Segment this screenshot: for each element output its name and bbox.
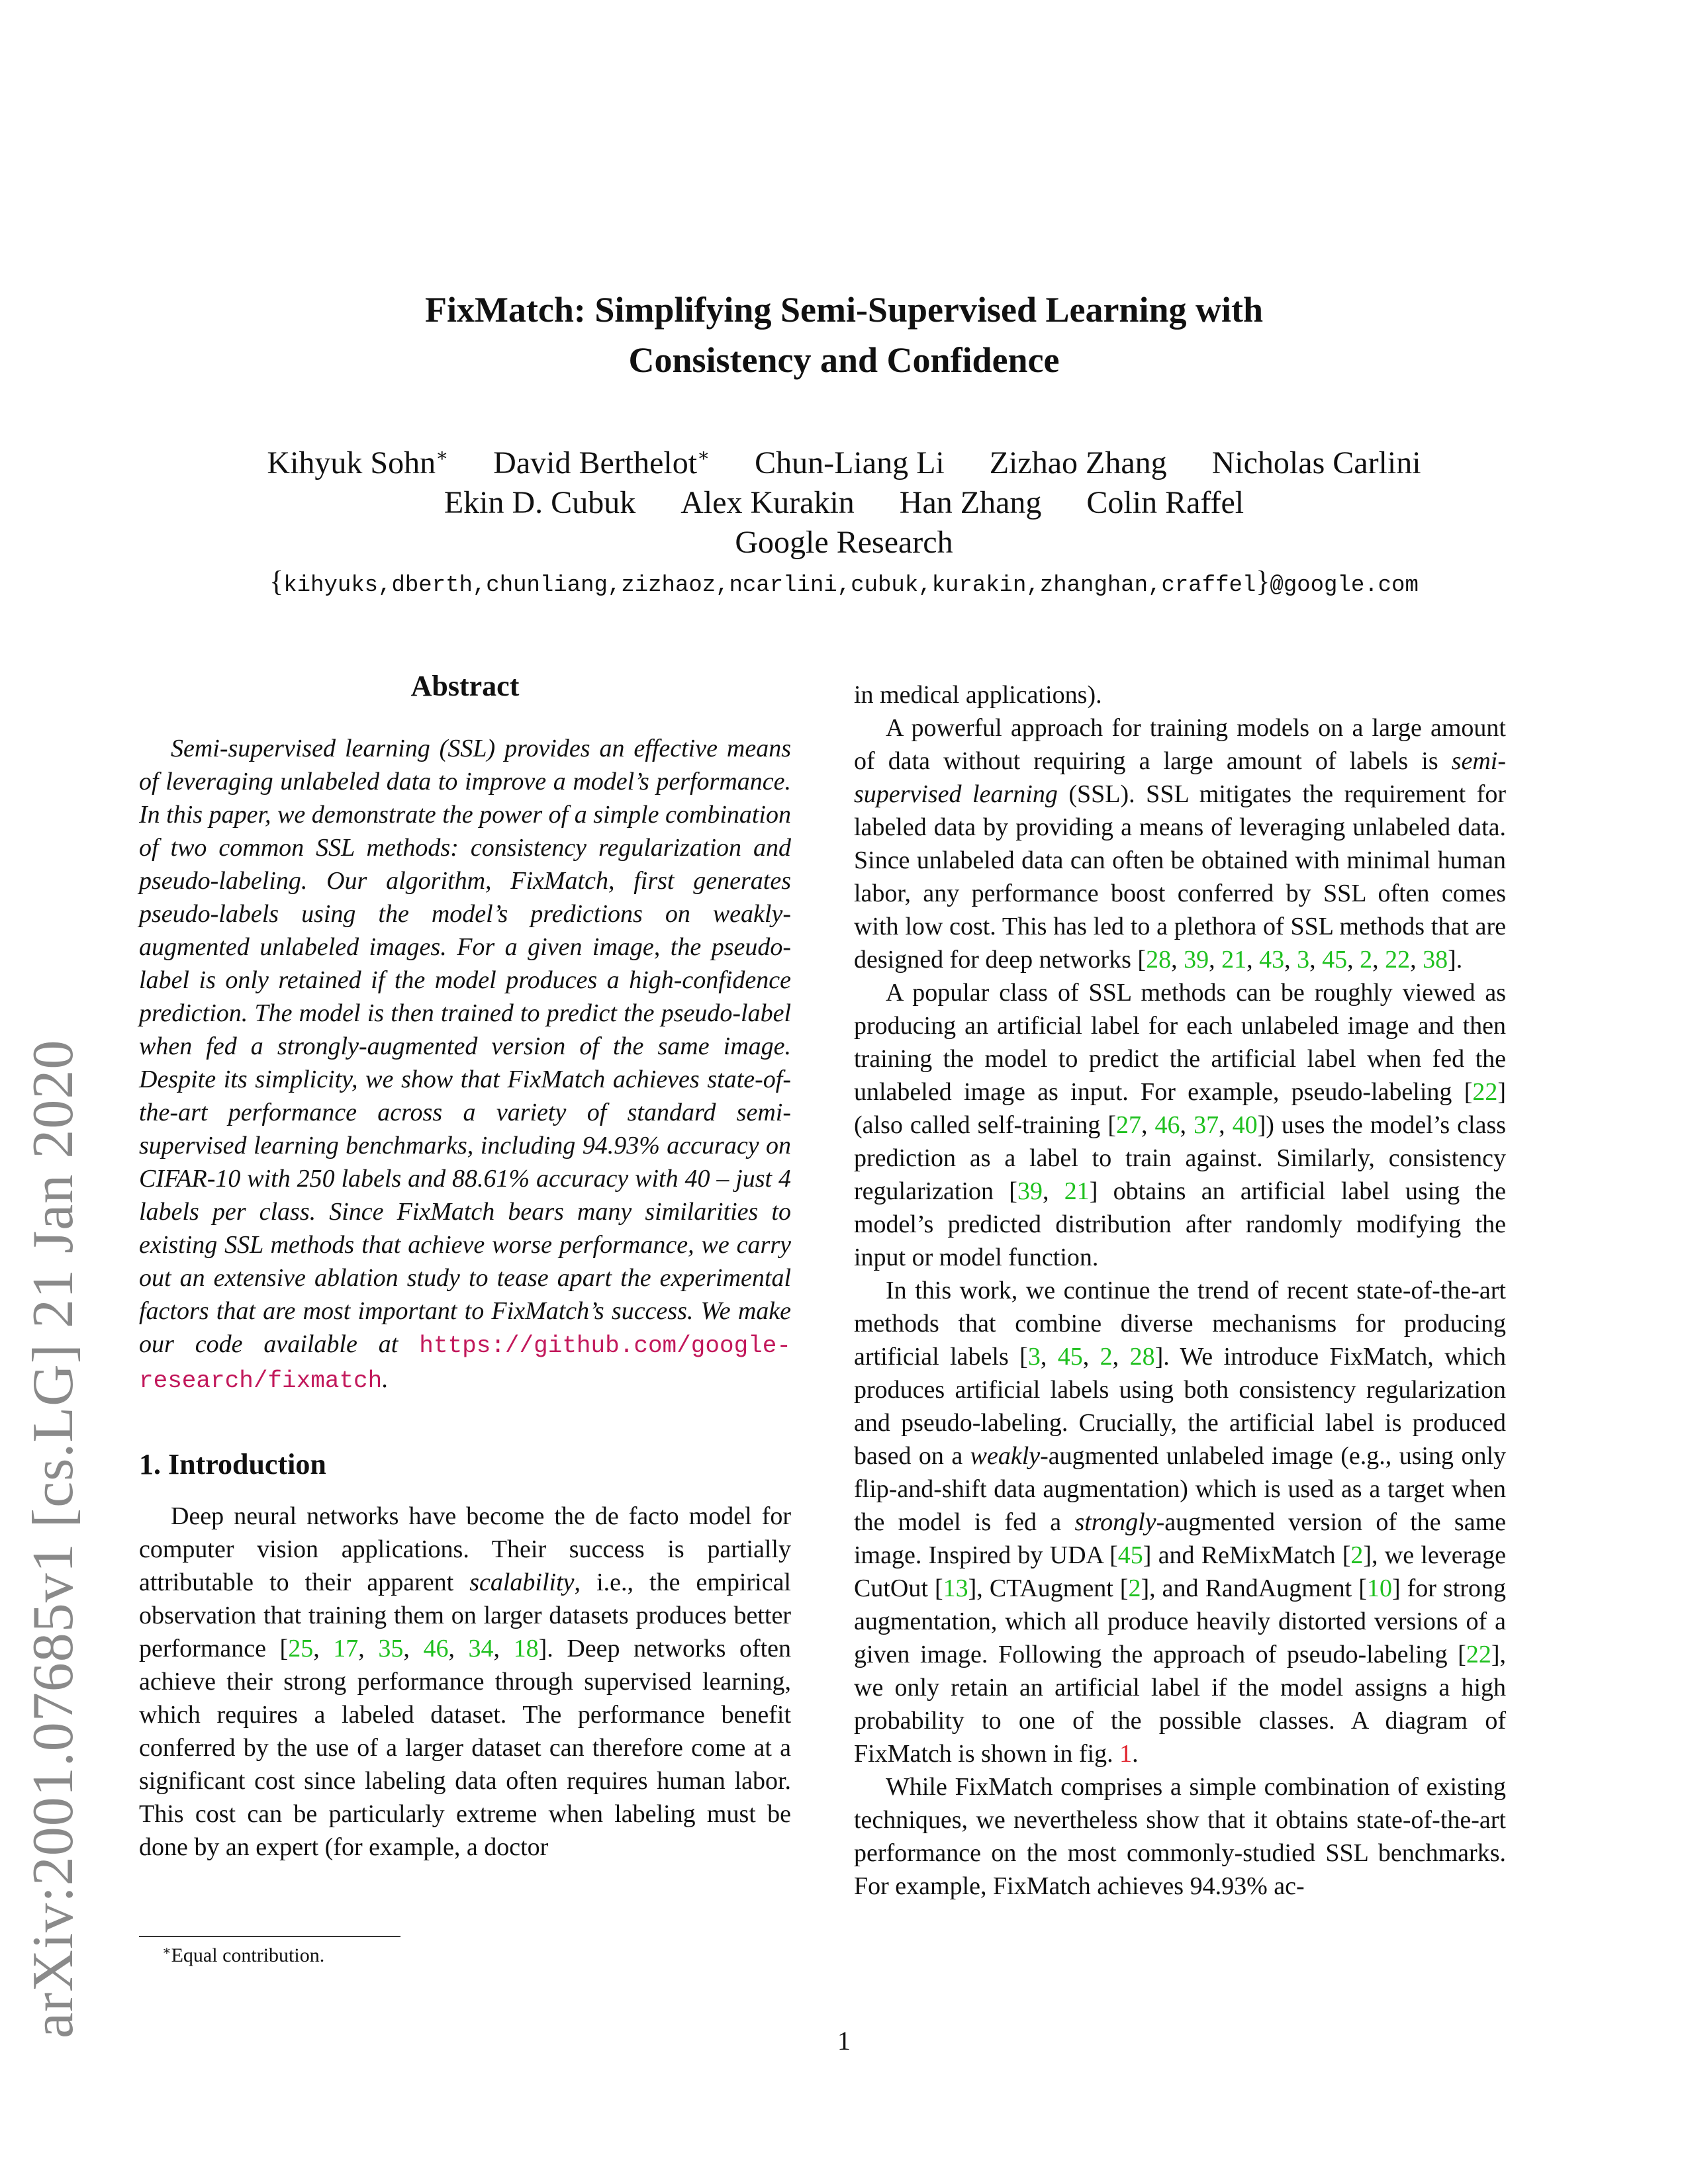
citation-link[interactable]: 21: [1064, 1177, 1090, 1205]
page-number: 1: [837, 2026, 851, 2056]
body-paragraph: A popular class of SSL methods can be roughly viewed as producing an artificial label for each unlabeled image and then training the model to predict the artificial label when fed the unlabeled image as input. For example, pseudo-labeling [22] (also called self-training [27, 46, 37, 40]) uses the model’s class prediction as a label to train against. Similarly, consistency regularization [39, 21] obtains an artificial label using the model’s predicted distribution after randomly modifying the input or model function.: [854, 979, 1507, 1271]
citation-link[interactable]: 37: [1194, 1111, 1219, 1139]
author-name: Nicholas Carlini: [1211, 445, 1421, 480]
author-name: Ekin D. Cubuk: [444, 485, 636, 520]
citation-link[interactable]: 45: [1057, 1343, 1083, 1371]
citation-link[interactable]: 28: [1146, 946, 1172, 974]
citation-link[interactable]: 45: [1322, 946, 1348, 974]
citation-link[interactable]: 10: [1366, 1574, 1392, 1602]
citation-link[interactable]: 2: [1350, 1541, 1364, 1569]
figure-ref-link[interactable]: 1: [1119, 1740, 1133, 1768]
citation-link[interactable]: 22: [1385, 946, 1411, 974]
citation-link[interactable]: 25: [288, 1635, 314, 1662]
right-column: [854, 678, 1506, 1903]
section-heading-introduction: 1. Introduction: [139, 1448, 326, 1480]
citation-link[interactable]: 3: [1027, 1343, 1041, 1371]
author-name: Colin Raffel: [1086, 485, 1244, 520]
author-name: Chun-Liang Li: [755, 445, 945, 480]
citation-link[interactable]: 28: [1129, 1343, 1155, 1371]
code-link[interactable]: https://github.com/google-research/fixmatch: [139, 1332, 791, 1394]
citation-link[interactable]: 40: [1232, 1111, 1258, 1139]
citation-link[interactable]: 2: [1128, 1574, 1141, 1602]
affiliation: Google Research: [735, 525, 953, 560]
citation-link[interactable]: 18: [513, 1635, 539, 1662]
author-emails: {kihyuks,dberth,chunliang,zizhaoz,ncarlini,cubuk,kurakin,zhanghan,craffel}@google.com: [269, 565, 1419, 598]
body-paragraph: In this work, we continue the trend of recent state-of-the-art methods that combine diverse mechanisms for producing artificial labels [3, 45, 2, 28]. We introduce FixMatch, which produces artificial labels using both consistency regularization and pseudo-labeling. Crucially, the artificial label is produced based on a weakly-augmented unlabeled image (e.g., using only flip-and-shift data augmentation) which is used as a target when the model is fed a strongly-augmented version of the same image. Inspired by UDA [45] and ReMixMatch [2], we leverage CutOut [13], CTAugment [2], and RandAugment [10] for strong augmentation, which all produce heavily distorted versions of a given image. Following the approach of pseudo-labeling [22], we only retain an artificial label if the model assigns a high probability to one of the possible classes. A diagram of FixMatch is shown in fig. 1.: [854, 1277, 1507, 1768]
author-row-1: [0, 443, 1688, 483]
abstract-heading: Abstract: [410, 670, 520, 702]
citation-link[interactable]: 34: [468, 1635, 494, 1662]
emphasized-term: weakly: [970, 1442, 1041, 1470]
emphasized-term: strongly: [1074, 1508, 1156, 1536]
left-column: [139, 668, 791, 1864]
author-block: [0, 443, 1688, 563]
author-name: Kihyuk Sohn∗: [267, 445, 449, 480]
abstract-text: Semi-supervised learning (SSL) provides an effective means of leveraging unlabeled data to improve a model’s performance. In this paper, we demonstrate the power of a simple combination of two common SSL methods: consistency regularization and pseudo-labeling. Our algorithm, FixMatch, first generates pseudo-labels using the model’s predictions on weakly-augmented unlabeled images. For a given image, the pseudo-label is only retained if the model produces a high-confidence prediction. The model is then trained to predict the pseudo-label when fed a strongly-augmented version of the same image. Despite its simplicity, we show that FixMatch achieves state-of-the-art performance across a variety of standard semi-supervised learning benchmarks, including 94.93% accuracy on CIFAR-10 with 250 labels and 88.61% accuracy with 40 – just 4 labels per class. Since FixMatch bears many similarities to existing SSL methods that achieve worse performance, we carry out an extensive ablation study to tease apart the experimental factors that are most important to FixMatch’s success. We make our code available at https://github.com/google-research/fixmatch.: [139, 735, 791, 1394]
paper-title: [0, 285, 1688, 385]
body-paragraph: While FixMatch comprises a simple combination of existing techniques, we nevertheless show that it obtains state-of-the-art performance on the most commonly-studied SSL benchmarks. For example, FixMatch achieves 94.93% ac-: [854, 1773, 1506, 1900]
citation-link[interactable]: 21: [1221, 946, 1247, 974]
body-paragraph: Deep neural networks have become the de facto model for computer vision applications. Their success is partially attributable to their apparent scalability, i.e., the empirical observation that training them on larger datasets produces better performance [25, 17, 35, 46, 34, 18]. Deep networks often achieve their strong performance through supervised learning, which requires a labeled dataset. The performance benefit conferred by the use of a larger dataset can therefore come at a significant cost since labeling data often requires human labor. This cost can be particularly extreme when labeling must be done by an expert (for example, a doctor: [139, 1502, 792, 1861]
citation-link[interactable]: 43: [1259, 946, 1285, 974]
footnote: ∗Equal contribution.: [162, 1944, 325, 1966]
citation-link[interactable]: 13: [943, 1574, 968, 1602]
citation-link[interactable]: 46: [1154, 1111, 1180, 1139]
body-paragraph: A powerful approach for training models on a large amount of data without requiring a large amount of labels is semi-supervised learning (SSL). SSL mitigates the requirement for labeled data by providing a means of leveraging unlabeled data. Since unlabeled data can often be obtained with minimal human labor, any performance boost conferred by SSL often comes with low cost. This has led to a plethora of SSL methods that are designed for deep networks [28, 39, 21, 43, 3, 45, 2, 22, 38].: [854, 714, 1506, 974]
author-row-2: [0, 483, 1688, 523]
citation-link[interactable]: 39: [1184, 946, 1209, 974]
footnote-divider: [139, 1936, 400, 1937]
citation-link[interactable]: 2: [1360, 946, 1373, 974]
author-name: David Berthelot∗: [493, 445, 710, 480]
citation-link[interactable]: 46: [423, 1635, 449, 1662]
citation-link[interactable]: 17: [333, 1635, 359, 1662]
author-name: Alex Kurakin: [680, 485, 855, 520]
citation-link[interactable]: 35: [378, 1635, 404, 1662]
author-name: Zizhao Zhang: [989, 445, 1167, 480]
citation-link[interactable]: 38: [1423, 946, 1448, 974]
author-name: Han Zhang: [899, 485, 1042, 520]
body-paragraph: in medical applications).: [854, 681, 1102, 709]
title-line-2: Consistency and Confidence: [628, 340, 1060, 380]
citation-link[interactable]: 2: [1100, 1343, 1113, 1371]
citation-link[interactable]: 3: [1297, 946, 1310, 974]
emphasized-term: semi-supervised learning: [854, 747, 1506, 808]
emphasized-term: scalability: [469, 1569, 575, 1596]
arxiv-stamp: arXiv:2001.07685v1 [cs.LG] 21 Jan 2020: [21, 1039, 85, 2038]
citation-link[interactable]: 39: [1017, 1177, 1043, 1205]
citation-link[interactable]: 22: [1472, 1078, 1498, 1106]
title-line-1: FixMatch: Simplifying Semi-Supervised Learning with: [424, 290, 1264, 330]
citation-link[interactable]: 27: [1116, 1111, 1141, 1139]
citation-link[interactable]: 22: [1466, 1641, 1491, 1668]
citation-link[interactable]: 45: [1117, 1541, 1143, 1569]
